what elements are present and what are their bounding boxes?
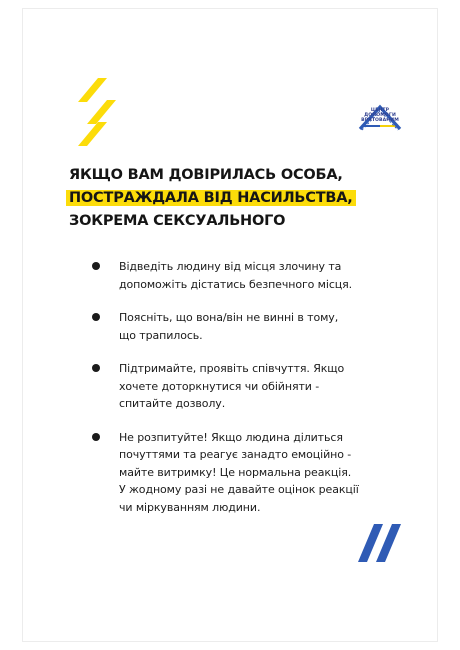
list-item-line: що трапилось. xyxy=(119,328,203,342)
list-item xyxy=(92,360,392,413)
heading-line-1: ЯКЩО ВАМ ДОВІРИЛАСЬ ОСОБА, xyxy=(69,167,343,183)
logo-line-1: ЦЕНТР xyxy=(370,108,390,113)
page-heading xyxy=(69,164,399,233)
list-item-line: Відведіть людину від місця злочину та xyxy=(119,260,342,273)
list-item xyxy=(92,429,392,517)
list-item xyxy=(92,258,392,293)
list-item-line: чи міркуванням людини. xyxy=(119,500,261,514)
organization-logo xyxy=(352,101,408,141)
bullet-dot-icon xyxy=(92,364,100,372)
yellow-stripes-decoration xyxy=(78,78,118,148)
blue-stripes-decoration xyxy=(358,524,404,564)
list-item-line: допоможіть дістатись безпечного місця. xyxy=(119,277,353,291)
list-item-line: Поясніть, що вона/він не винні в тому, xyxy=(119,311,339,324)
advice-list xyxy=(92,258,392,516)
heading-line-2-highlighted: ПОСТРАЖДАЛА ВІД НАСИЛЬСТВА, xyxy=(66,190,356,206)
list-item-line: хочете доторкнутися чи обійняти - xyxy=(119,379,320,393)
list-item-line: почуттями та реагує занадто емоційно - xyxy=(119,448,352,461)
bullet-dot-icon xyxy=(92,433,100,441)
list-item xyxy=(92,309,392,344)
list-item-line: спитайте дозволу. xyxy=(119,397,226,410)
list-item-line: майте витримку! Це нормальна реакція. xyxy=(119,465,352,479)
logo-line-2: ДОПОМОГИ xyxy=(364,113,396,119)
bullet-dot-icon xyxy=(92,313,100,321)
logo-line-3: ВРЯТОВАНИМ xyxy=(361,118,399,124)
list-item-line: Не розпитуйте! Якщо людина ділиться xyxy=(119,430,343,444)
list-item-line: Підтримайте, проявіть співчуття. Якщо xyxy=(119,362,345,375)
heading-line-3: ЗОКРЕМА СЕКСУАЛЬНОГО xyxy=(69,213,286,229)
list-item-line: У жодному разі не давайте оцінок реакції xyxy=(119,483,359,496)
bullet-dot-icon xyxy=(92,262,100,270)
logo-text xyxy=(352,108,408,124)
